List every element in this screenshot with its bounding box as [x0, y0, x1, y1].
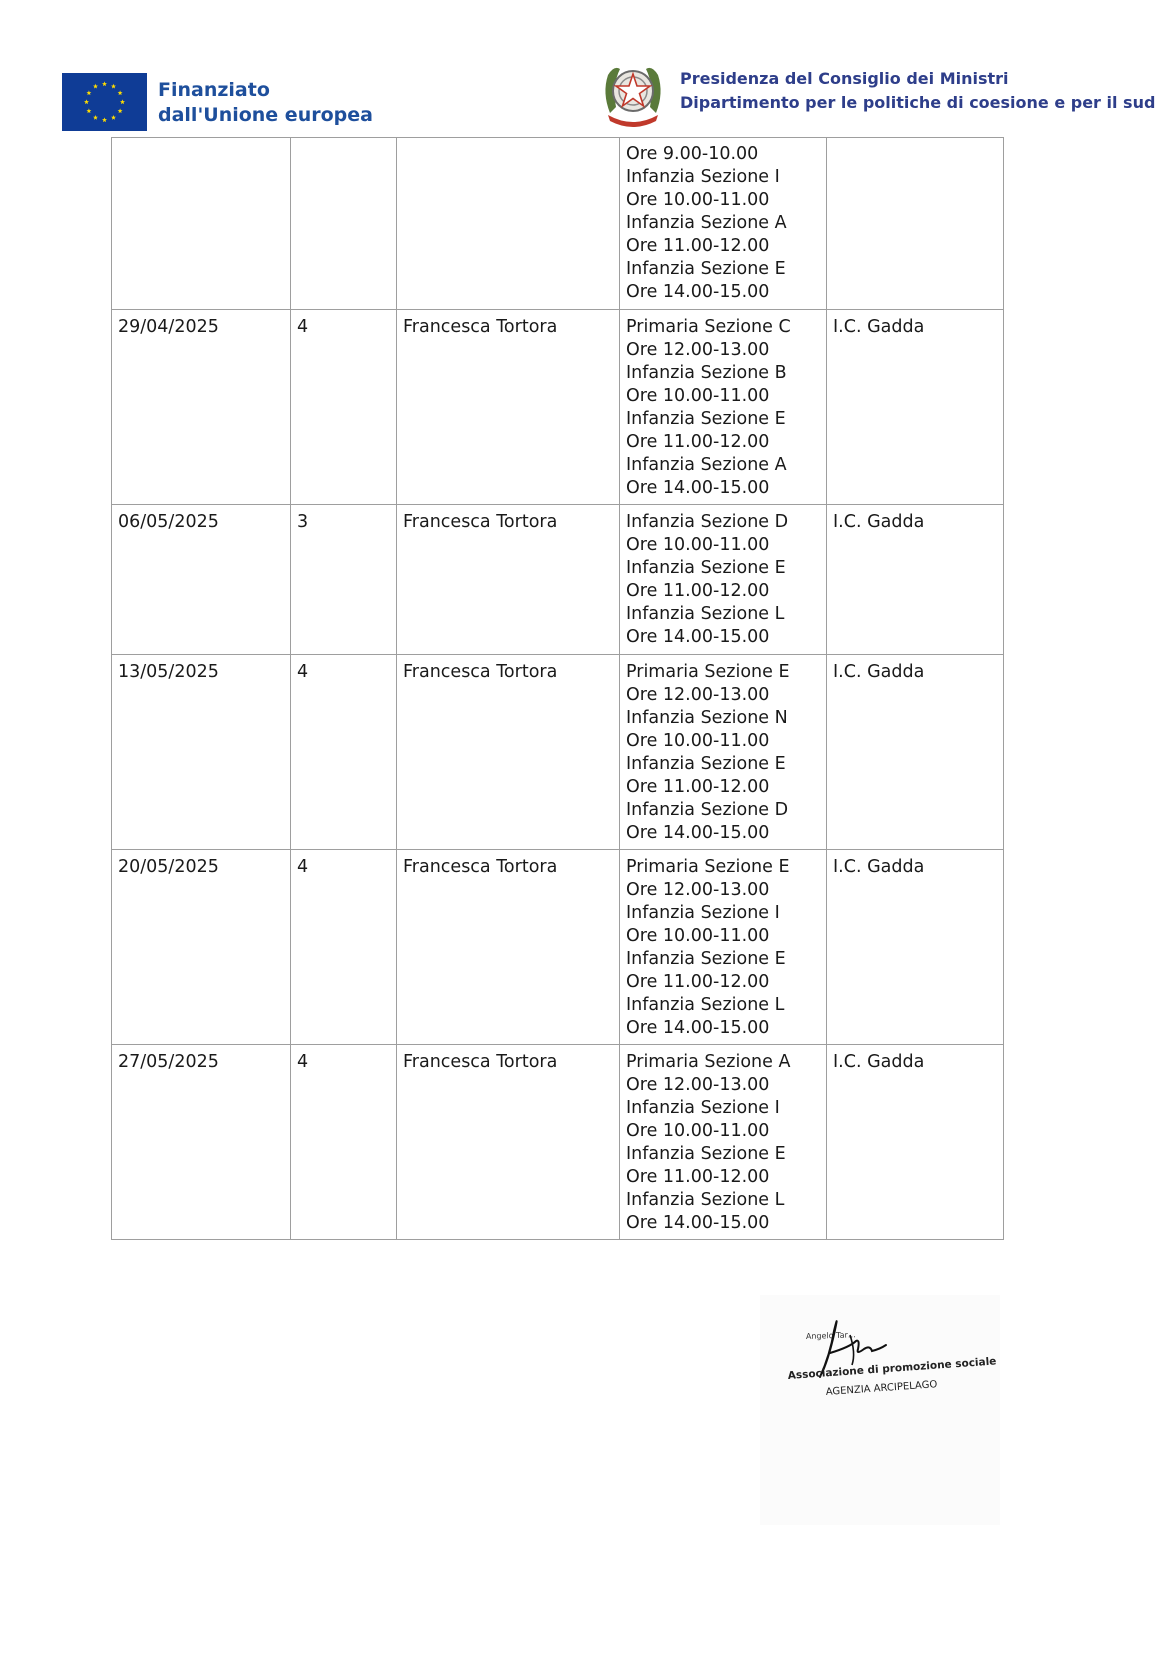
- table-row: [112, 138, 1004, 310]
- table-row: [112, 1045, 1004, 1240]
- svg-text:Angelo Tar…: Angelo Tar…: [805, 1330, 857, 1341]
- session-line: Infanzia Sezione I: [626, 167, 780, 187]
- session-line: Ore 11.00-12.00: [626, 432, 770, 452]
- signature-stamp: [760, 1295, 1000, 1525]
- session-line: Infanzia Sezione E: [626, 409, 786, 429]
- session-line: Infanzia Sezione D: [626, 800, 789, 820]
- name-cell: [397, 138, 620, 310]
- session-line: Infanzia Sezione D: [626, 512, 789, 532]
- schedule-table: [111, 137, 1004, 1240]
- hours-cell: 4: [291, 850, 397, 1045]
- session-line: Ore 14.00-15.00: [626, 282, 770, 302]
- hours-cell: [291, 138, 397, 310]
- session-line: Ore 10.00-11.00: [626, 731, 770, 751]
- session-line: Infanzia Sezione A: [626, 455, 787, 475]
- hours-cell: 4: [291, 1045, 397, 1240]
- table-row: [112, 850, 1004, 1045]
- session-line: Ore 14.00-15.00: [626, 1213, 770, 1233]
- government-logo: [600, 55, 1156, 135]
- sessions-cell: [620, 138, 827, 310]
- stamp-line-association: Associazione di promozione sociale: [787, 1355, 997, 1382]
- stamp-line-agency: AGENZIA ARCIPELAGO: [825, 1379, 938, 1398]
- eu-funding-logo: [62, 70, 373, 134]
- session-line: Infanzia Sezione I: [626, 1098, 780, 1118]
- session-line: Ore 11.00-12.00: [626, 972, 770, 992]
- session-line: Infanzia Sezione L: [626, 1190, 785, 1210]
- table-row: [112, 655, 1004, 850]
- session-line: Infanzia Sezione A: [626, 213, 787, 233]
- session-line: Ore 11.00-12.00: [626, 236, 770, 256]
- sessions-cell: [620, 310, 827, 505]
- session-line: Infanzia Sezione E: [626, 1144, 786, 1164]
- date-cell: 20/05/2025: [112, 850, 291, 1045]
- italian-republic-emblem-icon: [600, 55, 666, 130]
- session-line: Infanzia Sezione N: [626, 708, 788, 728]
- session-line: Ore 12.00-13.00: [626, 880, 770, 900]
- session-line: Infanzia Sezione E: [626, 949, 786, 969]
- name-cell: Francesca Tortora: [397, 505, 620, 655]
- session-line: Ore 14.00-15.00: [626, 1018, 770, 1038]
- session-line: Ore 10.00-11.00: [626, 386, 770, 406]
- name-cell: Francesca Tortora: [397, 850, 620, 1045]
- school-cell: I.C. Gadda: [827, 850, 1004, 1045]
- school-cell: [827, 138, 1004, 310]
- sessions-cell: [620, 505, 827, 655]
- date-cell: 29/04/2025: [112, 310, 291, 505]
- session-line: Primaria Sezione E: [626, 662, 790, 682]
- session-line: Ore 11.00-12.00: [626, 1167, 770, 1187]
- session-line: Ore 10.00-11.00: [626, 535, 770, 555]
- name-cell: Francesca Tortora: [397, 655, 620, 850]
- session-line: Ore 12.00-13.00: [626, 685, 770, 705]
- hours-cell: 3: [291, 505, 397, 655]
- table-row: [112, 505, 1004, 655]
- session-line: Primaria Sezione E: [626, 857, 790, 877]
- session-line: Ore 14.00-15.00: [626, 478, 770, 498]
- session-line: Infanzia Sezione L: [626, 604, 785, 624]
- session-line: Primaria Sezione A: [626, 1052, 791, 1072]
- date-cell: 27/05/2025: [112, 1045, 291, 1240]
- school-cell: I.C. Gadda: [827, 655, 1004, 850]
- session-line: Ore 14.00-15.00: [626, 823, 770, 843]
- sessions-cell: [620, 850, 827, 1045]
- session-line: Infanzia Sezione L: [626, 995, 785, 1015]
- session-line: Ore 11.00-12.00: [626, 581, 770, 601]
- session-line: Ore 9.00-10.00: [626, 144, 759, 164]
- session-line: Ore 12.00-13.00: [626, 1075, 770, 1095]
- eu-flag-icon: [62, 73, 147, 131]
- table-row: [112, 310, 1004, 505]
- name-cell: Francesca Tortora: [397, 1045, 620, 1240]
- school-cell: I.C. Gadda: [827, 310, 1004, 505]
- sessions-cell: [620, 655, 827, 850]
- eu-funding-text: Finanziato dall'Unione europea: [158, 79, 373, 126]
- hours-cell: 4: [291, 655, 397, 850]
- government-department-text: Presidenza del Consiglio dei Ministri Dipartimento per le politiche di coesione e per il sud: [680, 69, 1156, 112]
- session-line: Primaria Sezione C: [626, 317, 791, 337]
- session-line: Infanzia Sezione E: [626, 259, 786, 279]
- date-cell: 06/05/2025: [112, 505, 291, 655]
- date-cell: [112, 138, 291, 310]
- session-line: Ore 10.00-11.00: [626, 1121, 770, 1141]
- session-line: Ore 11.00-12.00: [626, 777, 770, 797]
- session-line: Ore 10.00-11.00: [626, 926, 770, 946]
- date-cell: 13/05/2025: [112, 655, 291, 850]
- session-line: Ore 12.00-13.00: [626, 340, 770, 360]
- session-line: Ore 14.00-15.00: [626, 627, 770, 647]
- session-line: Infanzia Sezione B: [626, 363, 787, 383]
- session-line: Infanzia Sezione E: [626, 754, 786, 774]
- session-line: Ore 10.00-11.00: [626, 190, 770, 210]
- hours-cell: 4: [291, 310, 397, 505]
- sessions-cell: [620, 1045, 827, 1240]
- name-cell: Francesca Tortora: [397, 310, 620, 505]
- school-cell: I.C. Gadda: [827, 505, 1004, 655]
- session-line: Infanzia Sezione I: [626, 903, 780, 923]
- session-line: Infanzia Sezione E: [626, 558, 786, 578]
- school-cell: I.C. Gadda: [827, 1045, 1004, 1240]
